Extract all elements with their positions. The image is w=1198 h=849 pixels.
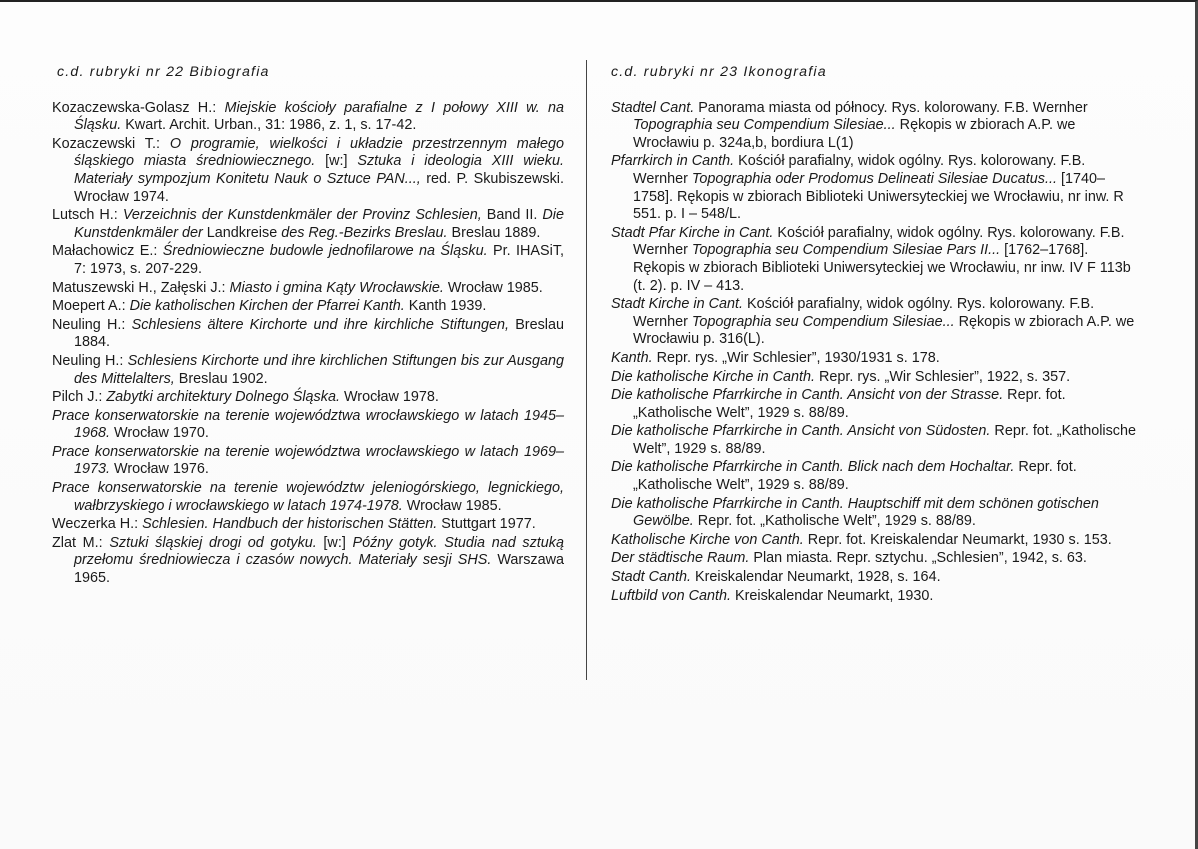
bibliography-column (52, 64, 564, 588)
entry-title-text: Stadtel Cant. (611, 99, 695, 116)
entry-title-text: Sztuka i ideologia XIII wieku. Materiały sympozjum Konitetu Nauk o Sztuce PAN..., (74, 153, 564, 187)
entry-text: Landkreise (202, 224, 282, 241)
entry-text: Breslau 1884. (74, 316, 564, 351)
column-divider (586, 60, 587, 680)
entry-text: Pr. IHASiT, 7: 1973, s. 207-229. (74, 243, 565, 277)
entry-text: Pilch J.: (52, 389, 107, 406)
entry-text: Wrocław 1970. (110, 425, 209, 442)
entry-text: Repr. rys. „Wir Schlesier”, 1930/1931 s. 178. (652, 349, 940, 366)
entry-title-text: Pfarrkirch in Canth. (611, 153, 735, 170)
list-item (52, 280, 564, 298)
entry-title-text: Topographia seu Compendium Silesiae Pars II... (691, 242, 1001, 259)
entry-title-text: Kanth. (611, 349, 653, 366)
entry-text: [1762–1768]. Rękopis w zbiorach Biblioteki Uniwersyteckiej we Wrocławiu, nr inw. IV F 113b (t. 2). p. IV – 413. (633, 242, 1131, 294)
list-item (611, 100, 1143, 153)
entry-text: Neuling H.: (52, 316, 132, 333)
entry-text: [1740–1758]. Rękopis w zbiorach Biblioteki Uniwersyteckiej we Wrocławiu, nr inw. R 551. p. I – 548/L. (633, 170, 1124, 223)
entry-title-text: des Reg.-Bezirks Breslau. (281, 224, 448, 241)
entry-text: Repr. fot. „Katholische Welt”, 1929 s. 88/89. (693, 513, 976, 530)
entry-title-text: Stadt Canth. (611, 569, 691, 586)
entry-text: Kanth 1939. (404, 298, 487, 315)
list-item (611, 225, 1143, 295)
entry-title-text: Die katholische Kirche in Canth. (611, 368, 815, 385)
entry-title-text: Der städtische Raum. (611, 550, 750, 567)
entry-title-text: Die katholische Pfarrkirche in Canth. Hauptschiff mit dem schönen gotischen Gewölbe. (611, 495, 1099, 530)
list-item (611, 459, 1143, 494)
list-item (611, 153, 1143, 223)
entry-title-text: Średniowieczne budowle jednofilarowe na Śląsku. (162, 243, 488, 260)
entry-text: Małachowicz E.: (52, 243, 163, 260)
entry-text: [w:] (315, 153, 358, 170)
list-item (611, 532, 1143, 550)
entry-text: Stuttgart 1977. (437, 516, 536, 533)
list-item (611, 588, 1143, 606)
entry-title-text: Miejskie kościoły parafialne z I połowy XIII w. na Śląsku. (74, 99, 564, 134)
entry-title-text: Topographia seu Compendium Silesiae... (691, 313, 955, 330)
entry-text: Plan miasta. Repr. sztychu. „Schlesien”, 1942, s. 63. (749, 550, 1087, 567)
iconography-list (611, 100, 1143, 606)
entry-title-text: Schlesiens ältere Kirchorte und ihre kirchliche Stiftungen, (131, 316, 509, 333)
entry-text: Breslau 1889. (447, 224, 541, 241)
entry-text: Breslau 1902. (174, 370, 268, 387)
bibliography-list (52, 100, 564, 588)
bibliography-heading: c.d. rubryki nr 22 Bibiografia (57, 64, 270, 80)
list-item (52, 298, 564, 316)
iconography-heading: c.d. rubryki nr 23 Ikonografia (611, 64, 827, 80)
list-item (52, 480, 564, 515)
entry-text: Repr. rys. „Wir Schlesier”, 1922, s. 357. (814, 368, 1071, 385)
entry-text: Repr. fot. Kreiskalendar Neumarkt, 1930 s. 153. (803, 531, 1112, 548)
entry-text: Kozaczewska-Golasz H.: (52, 99, 225, 116)
entry-text: [w:] (316, 534, 353, 551)
list-item (52, 243, 564, 278)
entry-text: Kościół parafialny, widok ogólny. Rys. kolorowany. F.B. Wernher (633, 296, 1095, 330)
list-item (52, 444, 564, 479)
entry-title-text: Topographia seu Compendium Silesiae... (633, 117, 896, 134)
list-item (611, 296, 1143, 349)
entry-text: red. P. Skubiszewski. Wrocław 1974. (74, 170, 565, 205)
list-item (52, 207, 564, 242)
entry-title-text: Verzeichnis der Kunstdenkmäler der Provinz Schlesien, (122, 207, 482, 224)
entry-title-text: Późny gotyk. Studia nad sztuką przełomu średniowiecza i czasów nowych. Materiały sesji SHS. (74, 534, 564, 569)
entry-title-text: Die katholische Pfarrkirche in Canth. Ansicht von Südosten. (611, 423, 991, 440)
entry-text: Rękopis w zbiorach A.P. we Wrocławiu p. 316(L). (633, 313, 1135, 348)
entry-text: Rękopis w zbiorach A.P. we Wrocławiu p. 324a,b, bordiura L(1) (633, 117, 1076, 151)
entry-title-text: Stadt Pfar Kirche in Cant. (611, 224, 774, 241)
entry-text: Lutsch H.: (52, 207, 123, 224)
list-item (52, 317, 564, 352)
entry-title-text: Sztuki śląskiej drogi od gotyku. (109, 534, 317, 551)
entry-text: Wrocław 1985. (443, 279, 543, 296)
iconography-column (611, 64, 1143, 605)
entry-title-text: Schlesiens Kirchorte und ihre kirchlichen Stiftungen bis zur Ausgang des Mittelalters, (74, 352, 564, 387)
entry-text: Kreiskalendar Neumarkt, 1928, s. 164. (691, 569, 941, 586)
entry-text: Kreiskalendar Neumarkt, 1930. (731, 587, 934, 604)
entry-title-text: Die katholische Pfarrkirche in Canth. Blick nach dem Hochaltar. (611, 459, 1015, 476)
entry-text: Wrocław 1978. (339, 389, 439, 406)
list-item (52, 136, 564, 206)
entry-title-text: Die katholische Pfarrkirche in Canth. Ansicht von der Strasse. (611, 387, 1004, 404)
list-item (52, 389, 564, 407)
list-item (611, 423, 1143, 458)
entry-title-text: Schlesien. Handbuch der historischen Stätten. (142, 516, 438, 533)
list-item (611, 387, 1143, 422)
entry-text: Moepert A.: (52, 298, 130, 315)
list-item (52, 100, 564, 135)
entry-text: Repr. fot. „Katholische Welt”, 1929 s. 88/89. (633, 459, 1077, 494)
entry-text: Wrocław 1976. (110, 461, 209, 478)
entry-title-text: Die Kunstdenkmäler der (74, 207, 564, 241)
list-item (611, 569, 1143, 587)
entry-title-text: Topographia oder Prodomus Delineati Silesiae Ducatus... (691, 170, 1057, 187)
entry-title-text: Prace konserwatorskie na terenie województwa wrocławskiego w latach 1969–1973. (52, 443, 564, 478)
list-item (52, 408, 564, 443)
list-item (611, 369, 1143, 387)
entry-text: Zlat M.: (52, 534, 110, 551)
entry-text: Panorama miasta od północy. Rys. kolorowany. F.B. Wernher (694, 99, 1088, 116)
list-item (611, 350, 1143, 368)
entry-text: Weczerka H.: (52, 516, 143, 533)
entry-text: Kościół parafialny, widok ogólny. Rys. kolorowany. F.B. Wernher (633, 224, 1125, 259)
list-item (52, 353, 564, 388)
entry-text: Repr. fot. „Katholische Welt”, 1929 s. 88/89. (633, 387, 1066, 421)
entry-title-text: O programie, wielkości i układzie przestrzennym małego śląskiego miasta średniowiecznego. (74, 135, 565, 170)
entry-text: Repr. fot. „Katholische Welt”, 1929 s. 88/89. (633, 423, 1137, 457)
entry-title-text: Prace konserwatorskie na terenie województw jeleniogórskiego, legnickiego, wałbrzyskiego i wrocławskiego w latach 1974-1978. (52, 480, 564, 514)
entry-text: Band II. (481, 207, 543, 224)
entry-text: Kwart. Archit. Urban., 31: 1986, z. 1, s. 17-42. (121, 117, 417, 134)
entry-text: Wrocław 1985. (402, 497, 502, 514)
list-item (611, 496, 1143, 531)
list-item (611, 550, 1143, 568)
list-item (52, 516, 564, 534)
entry-title-text: Miasto i gmina Kąty Wrocławskie. (229, 279, 444, 296)
entry-text: Kościół parafialny, widok ogólny. Rys. kolorowany. F.B. Wernher (633, 153, 1086, 187)
entry-title-text: Prace konserwatorskie na terenie województwa wrocławskiego w latach 1945–1968. (52, 407, 564, 442)
entry-title-text: Stadt Kirche in Cant. (611, 296, 743, 313)
entry-title-text: Luftbild von Canth. (611, 587, 732, 604)
entry-text: Warszawa 1965. (74, 552, 564, 587)
entry-title-text: Die katholischen Kirchen der Pfarrei Kanth. (129, 298, 405, 315)
entry-text: Kozaczewski T.: (52, 135, 170, 152)
entry-title-text: Katholische Kirche von Canth. (611, 531, 804, 548)
entry-text: Matuszewski H., Załęski J.: (52, 279, 230, 296)
entry-title-text: Zabytki architektury Dolnego Śląska. (106, 389, 340, 406)
list-item (52, 535, 564, 588)
entry-text: Neuling H.: (52, 352, 128, 369)
